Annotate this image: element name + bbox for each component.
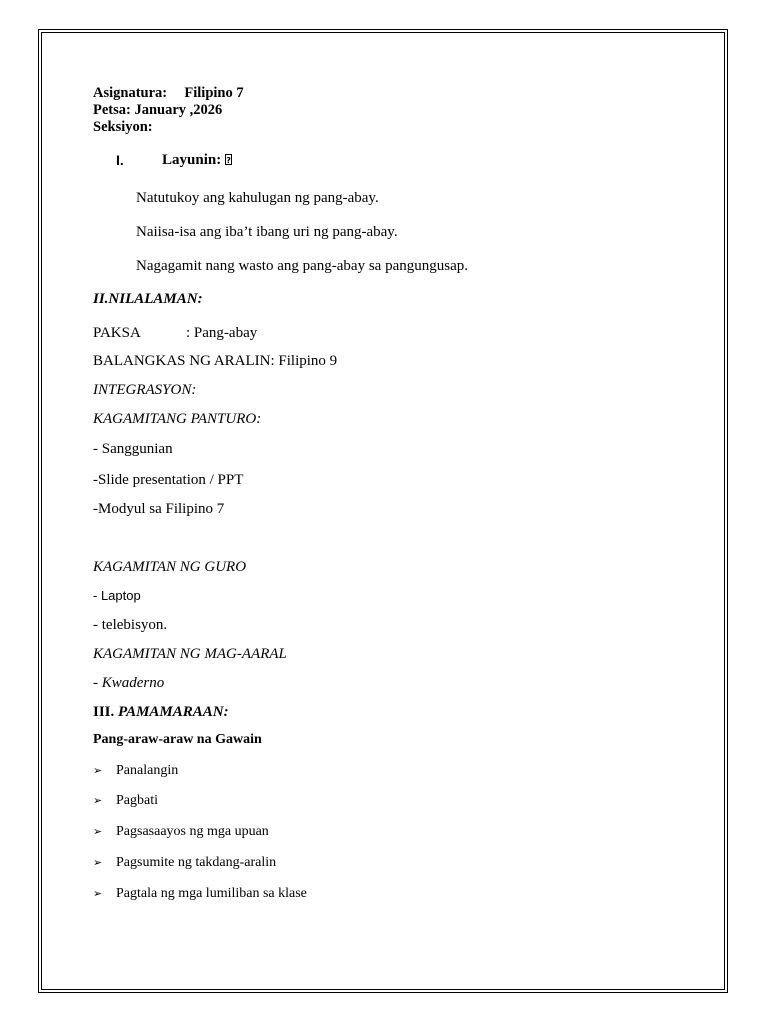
arrow-bullet-icon: ➢: [93, 887, 103, 900]
paksa-label: PAKSA: [93, 325, 141, 341]
balangkas-line: BALANGKAS NG ARALIN: Filipino 9: [93, 353, 338, 369]
layunin-heading-text: Layunin:: [162, 152, 222, 168]
layunin-item-3: Nagagamit nang wasto ang pang-abay sa pangungusap.: [136, 258, 468, 274]
arrow-bullet-icon: ➢: [93, 794, 103, 807]
guro-item-2: - telebisyon.: [93, 617, 168, 633]
pamamaraan-heading-text: PAMAMARAAN:: [118, 704, 229, 720]
list-item: [93, 823, 269, 841]
mag-aaral-item-1: - Kwaderno: [93, 675, 165, 691]
petsa-value: January ,2026: [134, 102, 223, 118]
list-item: [93, 792, 158, 810]
asignatura-value: Filipino 7: [184, 85, 244, 101]
layunin-numeral: I.: [116, 152, 124, 168]
kagamitan-mag-aaral-heading: KAGAMITAN NG MAG-AARAL: [93, 646, 287, 662]
missing-glyph-icon: [225, 154, 232, 165]
guro-item-1: - Laptop: [93, 588, 141, 603]
panturo-item-1: - Sanggunian: [93, 441, 173, 457]
list-item: [93, 885, 307, 903]
layunin-item-2: Naiisa-isa ang iba’t ibang uri ng pang-abay.: [136, 224, 398, 240]
list-item-label: Pagsumite ng takdang-aralin: [116, 855, 277, 870]
arrow-bullet-icon: ➢: [93, 764, 103, 777]
pamamaraan-subheading: Pang-araw-araw na Gawain: [93, 732, 262, 747]
nilalaman-heading: II.NILALAMAN:: [93, 291, 203, 307]
list-item-label: Panalangin: [116, 763, 179, 778]
kagamitan-guro-heading: KAGAMITAN NG GURO: [93, 559, 247, 575]
paksa-line: [93, 324, 257, 342]
layunin-heading: [162, 151, 232, 169]
panturo-item-2: -Slide presentation / PPT: [93, 472, 244, 488]
seksiyon-line: [93, 118, 153, 136]
pamamaraan-numeral: III.: [93, 704, 115, 720]
list-item-label: Pagsasaayos ng mga upuan: [116, 824, 269, 839]
arrow-bullet-icon: ➢: [93, 825, 103, 838]
list-item-label: Pagtala ng mga lumiliban sa klase: [116, 886, 307, 901]
list-item: [93, 762, 178, 780]
list-item-label: Pagbati: [116, 793, 158, 808]
pamamaraan-heading: [93, 703, 229, 721]
kagamitang-panturo-heading: KAGAMITANG PANTURO:: [93, 411, 262, 427]
asignatura-label: Asignatura:: [93, 85, 168, 101]
layunin-item-1: Natutukoy ang kahulugan ng pang-abay.: [136, 190, 379, 206]
integrasyon-heading: INTEGRASYON:: [93, 382, 197, 398]
panturo-item-3: -Modyul sa Filipino 7: [93, 501, 225, 517]
seksiyon-label: Seksiyon:: [93, 119, 153, 135]
petsa-label: Petsa:: [93, 102, 131, 118]
petsa-line: [93, 101, 222, 119]
asignatura-line: [93, 84, 244, 102]
paksa-value: : Pang-abay: [186, 325, 258, 341]
list-item: [93, 854, 276, 872]
arrow-bullet-icon: ➢: [93, 856, 103, 869]
